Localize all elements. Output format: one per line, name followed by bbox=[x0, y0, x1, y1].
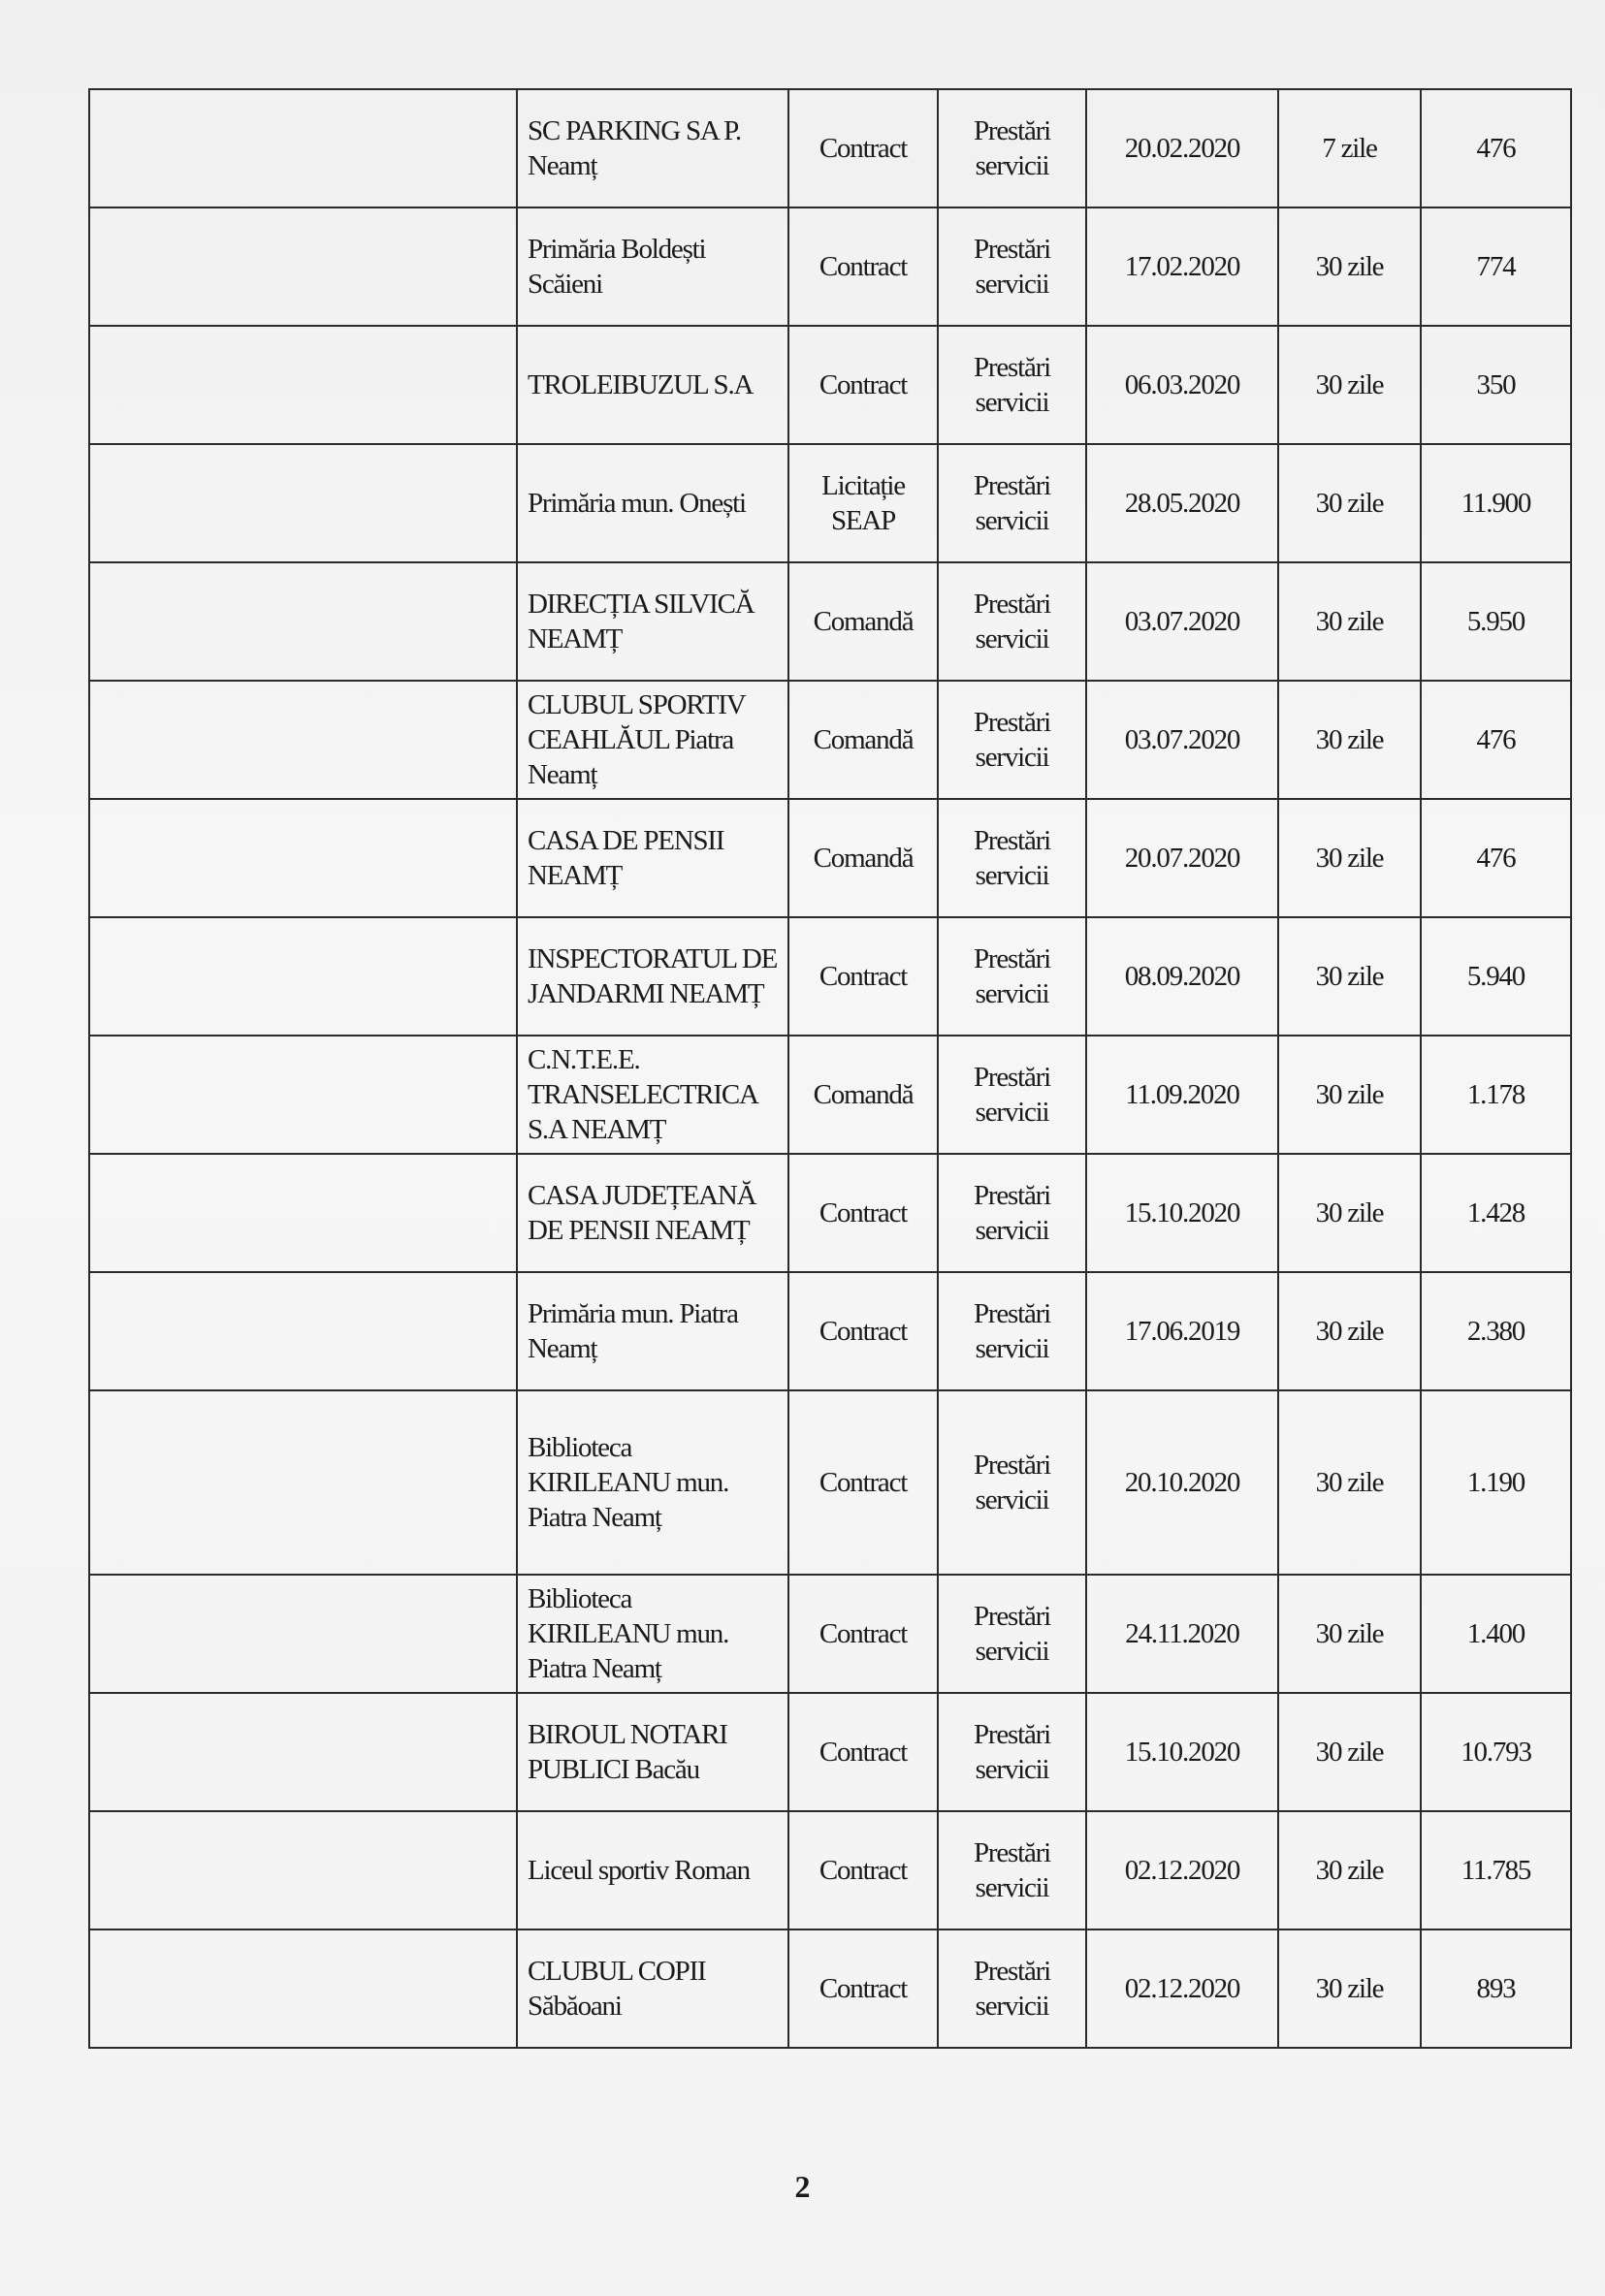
contract-type-cell: Contract bbox=[788, 1390, 938, 1575]
blank-cell bbox=[89, 89, 517, 207]
table-row bbox=[89, 444, 1571, 562]
table-row bbox=[89, 89, 1571, 207]
table-row bbox=[89, 1154, 1571, 1272]
duration-cell: 30 zile bbox=[1278, 1811, 1421, 1929]
entity-cell: SC PARKING SA P. Neamț bbox=[517, 89, 788, 207]
table-row bbox=[89, 799, 1571, 917]
contracts-table bbox=[88, 88, 1572, 2049]
entity-cell: Primăria mun. Onești bbox=[517, 444, 788, 562]
entity-cell: TROLEIBUZUL S.A bbox=[517, 326, 788, 444]
table-row bbox=[89, 917, 1571, 1036]
value-cell: 1.190 bbox=[1421, 1390, 1571, 1575]
duration-cell: 30 zile bbox=[1278, 207, 1421, 326]
object-cell: Prestări servicii bbox=[938, 1154, 1086, 1272]
entity-cell: C.N.T.E.E. TRANSELECTRICA S.A NEAMȚ bbox=[517, 1036, 788, 1154]
blank-cell bbox=[89, 326, 517, 444]
value-cell: 1.178 bbox=[1421, 1036, 1571, 1154]
blank-cell bbox=[89, 1811, 517, 1929]
value-cell: 893 bbox=[1421, 1929, 1571, 2048]
table-row bbox=[89, 326, 1571, 444]
date-cell: 17.02.2020 bbox=[1086, 207, 1278, 326]
date-cell: 28.05.2020 bbox=[1086, 444, 1278, 562]
object-cell: Prestări servicii bbox=[938, 1272, 1086, 1390]
object-cell: Prestări servicii bbox=[938, 1693, 1086, 1811]
duration-cell: 30 zile bbox=[1278, 1575, 1421, 1693]
table-row bbox=[89, 1929, 1571, 2048]
date-cell: 20.07.2020 bbox=[1086, 799, 1278, 917]
table-row bbox=[89, 1390, 1571, 1575]
table-row bbox=[89, 207, 1571, 326]
value-cell: 1.428 bbox=[1421, 1154, 1571, 1272]
blank-cell bbox=[89, 1693, 517, 1811]
object-cell: Prestări servicii bbox=[938, 1811, 1086, 1929]
value-cell: 350 bbox=[1421, 326, 1571, 444]
contract-type-cell: Contract bbox=[788, 1154, 938, 1272]
object-cell: Prestări servicii bbox=[938, 1390, 1086, 1575]
contract-type-cell: Comandă bbox=[788, 562, 938, 681]
contract-type-cell: Contract bbox=[788, 1575, 938, 1693]
entity-cell: CLUBUL COPII Săbăoani bbox=[517, 1929, 788, 2048]
entity-cell: Biblioteca KIRILEANU mun. Piatra Neamț bbox=[517, 1390, 788, 1575]
contract-type-cell: Comandă bbox=[788, 799, 938, 917]
contract-type-cell: Contract bbox=[788, 1929, 938, 2048]
value-cell: 11.900 bbox=[1421, 444, 1571, 562]
duration-cell: 30 zile bbox=[1278, 1036, 1421, 1154]
blank-cell bbox=[89, 1154, 517, 1272]
duration-cell: 30 zile bbox=[1278, 1390, 1421, 1575]
blank-cell bbox=[89, 1390, 517, 1575]
duration-cell: 7 zile bbox=[1278, 89, 1421, 207]
contract-type-cell: Contract bbox=[788, 1693, 938, 1811]
entity-cell: BIROUL NOTARI PUBLICI Bacău bbox=[517, 1693, 788, 1811]
object-cell: Prestări servicii bbox=[938, 799, 1086, 917]
contract-type-cell: Licitație SEAP bbox=[788, 444, 938, 562]
contract-type-cell: Contract bbox=[788, 89, 938, 207]
object-cell: Prestări servicii bbox=[938, 444, 1086, 562]
date-cell: 03.07.2020 bbox=[1086, 562, 1278, 681]
blank-cell bbox=[89, 562, 517, 681]
blank-cell bbox=[89, 681, 517, 799]
blank-cell bbox=[89, 207, 517, 326]
value-cell: 11.785 bbox=[1421, 1811, 1571, 1929]
object-cell: Prestări servicii bbox=[938, 326, 1086, 444]
contracts-table-body bbox=[89, 89, 1571, 2048]
duration-cell: 30 zile bbox=[1278, 326, 1421, 444]
duration-cell: 30 zile bbox=[1278, 562, 1421, 681]
value-cell: 476 bbox=[1421, 681, 1571, 799]
entity-cell: CASA DE PENSII NEAMȚ bbox=[517, 799, 788, 917]
value-cell: 1.400 bbox=[1421, 1575, 1571, 1693]
contract-type-cell: Comandă bbox=[788, 681, 938, 799]
value-cell: 774 bbox=[1421, 207, 1571, 326]
duration-cell: 30 zile bbox=[1278, 1693, 1421, 1811]
object-cell: Prestări servicii bbox=[938, 89, 1086, 207]
object-cell: Prestări servicii bbox=[938, 1575, 1086, 1693]
blank-cell bbox=[89, 1036, 517, 1154]
table-row bbox=[89, 562, 1571, 681]
date-cell: 08.09.2020 bbox=[1086, 917, 1278, 1036]
date-cell: 03.07.2020 bbox=[1086, 681, 1278, 799]
table-row bbox=[89, 681, 1571, 799]
table-row bbox=[89, 1575, 1571, 1693]
duration-cell: 30 zile bbox=[1278, 1929, 1421, 2048]
duration-cell: 30 zile bbox=[1278, 1154, 1421, 1272]
duration-cell: 30 zile bbox=[1278, 917, 1421, 1036]
date-cell: 24.11.2020 bbox=[1086, 1575, 1278, 1693]
object-cell: Prestări servicii bbox=[938, 1036, 1086, 1154]
date-cell: 15.10.2020 bbox=[1086, 1154, 1278, 1272]
entity-cell: Primăria mun. Piatra Neamț bbox=[517, 1272, 788, 1390]
contract-type-cell: Contract bbox=[788, 1811, 938, 1929]
contract-type-cell: Comandă bbox=[788, 1036, 938, 1154]
blank-cell bbox=[89, 1272, 517, 1390]
entity-cell: CLUBUL SPORTIV CEAHLĂUL Piatra Neamț bbox=[517, 681, 788, 799]
entity-cell: DIRECȚIA SILVICĂ NEAMȚ bbox=[517, 562, 788, 681]
blank-cell bbox=[89, 917, 517, 1036]
contract-type-cell: Contract bbox=[788, 326, 938, 444]
value-cell: 476 bbox=[1421, 799, 1571, 917]
date-cell: 17.06.2019 bbox=[1086, 1272, 1278, 1390]
date-cell: 15.10.2020 bbox=[1086, 1693, 1278, 1811]
entity-cell: Primăria Boldești Scăieni bbox=[517, 207, 788, 326]
date-cell: 02.12.2020 bbox=[1086, 1811, 1278, 1929]
duration-cell: 30 zile bbox=[1278, 444, 1421, 562]
table-row bbox=[89, 1693, 1571, 1811]
page-number: 2 bbox=[794, 2169, 811, 2204]
value-cell: 476 bbox=[1421, 89, 1571, 207]
table-row bbox=[89, 1036, 1571, 1154]
date-cell: 20.10.2020 bbox=[1086, 1390, 1278, 1575]
blank-cell bbox=[89, 1929, 517, 2048]
entity-cell: CASA JUDEȚEANĂ DE PENSII NEAMȚ bbox=[517, 1154, 788, 1272]
value-cell: 10.793 bbox=[1421, 1693, 1571, 1811]
object-cell: Prestări servicii bbox=[938, 562, 1086, 681]
entity-cell: Biblioteca KIRILEANU mun. Piatra Neamț bbox=[517, 1575, 788, 1693]
table-row bbox=[89, 1272, 1571, 1390]
blank-cell bbox=[89, 444, 517, 562]
date-cell: 06.03.2020 bbox=[1086, 326, 1278, 444]
table-row bbox=[89, 1811, 1571, 1929]
blank-cell bbox=[89, 1575, 517, 1693]
object-cell: Prestări servicii bbox=[938, 681, 1086, 799]
object-cell: Prestări servicii bbox=[938, 207, 1086, 326]
value-cell: 5.940 bbox=[1421, 917, 1571, 1036]
entity-cell: INSPECTORATUL DE JANDARMI NEAMȚ bbox=[517, 917, 788, 1036]
value-cell: 5.950 bbox=[1421, 562, 1571, 681]
contract-type-cell: Contract bbox=[788, 917, 938, 1036]
contract-type-cell: Contract bbox=[788, 207, 938, 326]
contract-type-cell: Contract bbox=[788, 1272, 938, 1390]
duration-cell: 30 zile bbox=[1278, 681, 1421, 799]
value-cell: 2.380 bbox=[1421, 1272, 1571, 1390]
date-cell: 20.02.2020 bbox=[1086, 89, 1278, 207]
object-cell: Prestări servicii bbox=[938, 917, 1086, 1036]
duration-cell: 30 zile bbox=[1278, 799, 1421, 917]
date-cell: 11.09.2020 bbox=[1086, 1036, 1278, 1154]
blank-cell bbox=[89, 799, 517, 917]
entity-cell: Liceul sportiv Roman bbox=[517, 1811, 788, 1929]
object-cell: Prestări servicii bbox=[938, 1929, 1086, 2048]
duration-cell: 30 zile bbox=[1278, 1272, 1421, 1390]
date-cell: 02.12.2020 bbox=[1086, 1929, 1278, 2048]
